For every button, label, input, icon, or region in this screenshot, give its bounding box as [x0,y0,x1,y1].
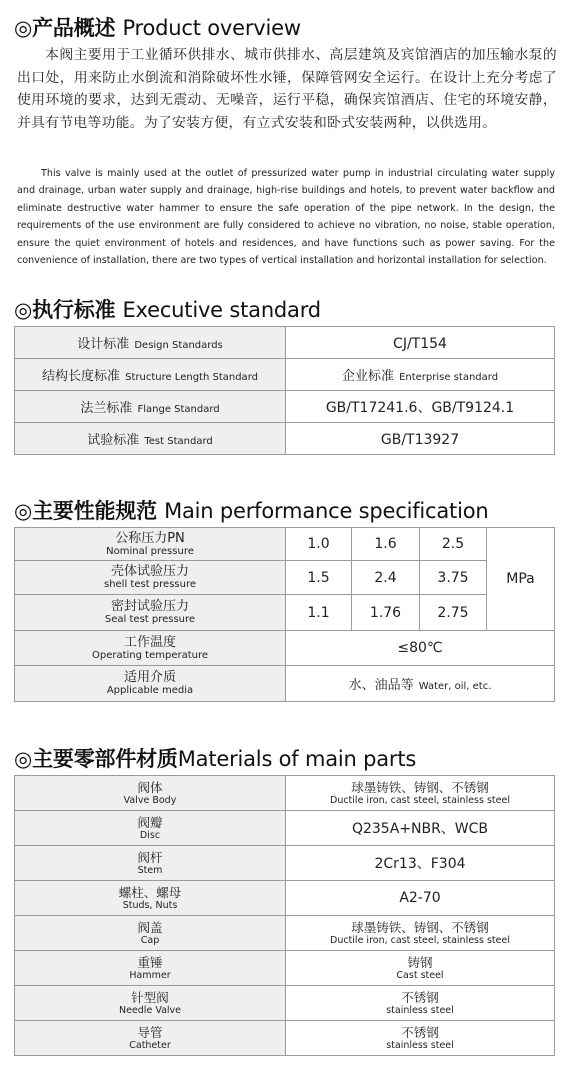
material-value [286,1021,555,1056]
material-part-zh: 螺柱、螺母 [118,884,182,900]
table-row [15,561,555,595]
performance-label-zh: 公称压力PN [115,530,185,546]
material-value: 2Cr13、F304 [286,846,555,881]
standard-value [286,391,555,423]
performance-label [15,666,286,702]
performance-label-zh: 适用介质 [123,670,176,685]
standard-value-text: 企业标准 [341,369,394,384]
table-row [15,666,555,702]
table-row [15,423,555,455]
material-part [15,916,286,951]
material-value-zh: 不锈钢 [401,1024,439,1040]
material-value-zh: 球墨铸铁、铸钢、不锈钢 [351,919,489,935]
performance-label-en: Operating temperature [91,649,209,661]
standard-value [286,423,555,455]
table-row [15,595,555,631]
table-row [15,951,555,986]
performance-value: 2.4 [352,561,420,595]
materials-table [14,775,555,1056]
performance-label-zh: 密封试验压力 [110,599,189,614]
circle-bullet-icon: ◎ [14,298,33,322]
performance-title-en: Main performance specification [164,499,489,523]
table-row [15,986,555,1021]
table-row [15,631,555,666]
material-value-zh: 铸钢 [407,954,433,970]
performance-table [14,527,555,702]
overview-title-zh: 产品概述 [32,16,116,40]
material-part-en: Hammer [129,969,171,981]
table-row [15,846,555,881]
performance-value: 1.1 [286,595,352,631]
material-value [286,951,555,986]
material-value-en: stainless steel [386,1004,454,1016]
standard-value-text: GB/T17241.6、GB/T9124.1 [325,399,515,416]
media-value [286,666,555,702]
table-row [15,776,555,811]
performance-label [15,631,286,666]
performance-label [15,595,286,631]
material-value: Q235A+NBR、WCB [286,811,555,846]
material-value-zh: 不锈钢 [401,989,439,1005]
unit-cell: MPa [487,528,555,631]
performance-label-en: shell test pressure [103,579,196,590]
table-row [15,881,555,916]
material-part-zh: 导管 [137,1024,163,1040]
standard-label-zh: 结构长度标准 [42,369,121,384]
standard-title-en: Executive standard [122,298,321,322]
material-part [15,846,286,881]
table-row [15,811,555,846]
overview-text-zh: 本阀主要用于工业循环供排水、城市供排水、高层建筑及宾馆酒店的加压输水泵的出口处，用来防止水倒流和消除破坏性水锤，保障管网安全运行。在设计上充分考虑了使用环境的要求，达到无震动、无噪音，运行平稳，确保宾馆酒店、住宅的环境安静，并具有节电等功能。为了安装方便，有立式安装和卧式安装两种，以供选用。 [17,47,557,131]
material-part-en: Studs, Nuts [122,899,178,911]
performance-label-en: Nominal pressure [106,545,194,557]
standard-value-text: CJ/T154 [393,336,447,352]
table-row [15,528,555,561]
material-part [15,811,286,846]
standard-title-zh: 执行标准 [32,298,116,322]
circle-bullet-icon: ◎ [14,747,33,771]
material-part-en: Cap [140,934,160,946]
media-value-zh: 水、油品等 [348,678,414,693]
performance-title-zh: 主要性能规范 [32,499,157,523]
material-part-zh: 阀体 [137,779,163,795]
table-row [15,916,555,951]
material-value [286,986,555,1021]
standard-label [15,391,286,423]
table-row [15,327,555,359]
material-part-zh: 重锤 [137,954,163,970]
material-value-en: Ductile iron, cast steel, stainless steel [330,794,510,806]
standard-label [15,359,286,391]
material-part [15,881,286,916]
performance-label-zh: 壳体试验压力 [110,564,189,579]
standard-label-zh: 法兰标准 [80,401,133,416]
standard-value [286,359,555,391]
standard-label-en: Test Standard [144,436,213,447]
standard-label-zh: 设计标准 [77,337,130,352]
material-part-en: Valve Body [123,794,177,806]
materials-title-zh: 主要零部件材质 [32,747,178,771]
performance-label-zh: 工作温度 [123,634,176,650]
performance-label [15,528,286,561]
circle-bullet-icon: ◎ [14,16,33,40]
standard-title [14,294,321,324]
standard-value-text: GB/T13927 [380,432,460,448]
material-part [15,1021,286,1056]
performance-value: 1.76 [352,595,420,631]
table-row [15,359,555,391]
performance-value: 3.75 [420,561,487,595]
material-value [286,776,555,811]
standard-label [15,327,286,359]
material-value [286,916,555,951]
material-part [15,986,286,1021]
material-value-en: stainless steel [386,1039,454,1051]
standard-table [14,326,555,455]
standard-label-en: Structure Length Standard [125,372,258,383]
overview-title [14,12,301,42]
standard-label-en: Design Standards [134,340,223,351]
temperature-value: ≤80℃ [286,631,555,666]
materials-title [14,743,416,773]
performance-label-en: Seal test pressure [104,614,196,625]
overview-title-en: Product overview [122,16,301,40]
performance-value: 1.6 [352,528,420,561]
material-value: A2-70 [286,881,555,916]
standard-value [286,327,555,359]
media-value-en: Water, oil, etc. [418,681,492,692]
table-row [15,391,555,423]
circle-bullet-icon: ◎ [14,499,33,523]
material-part-zh: 阀盖 [137,919,163,935]
standard-value-en: Enterprise standard [399,372,499,383]
material-part-en: Disc [139,829,161,841]
material-value-en: Cast steel [396,969,444,981]
material-value-zh: 球墨铸铁、铸钢、不锈钢 [351,779,489,795]
material-part [15,951,286,986]
performance-value: 2.5 [420,528,487,561]
standard-label [15,423,286,455]
material-part [15,776,286,811]
performance-label [15,561,286,595]
material-part-en: Needle Valve [118,1004,182,1016]
performance-title [14,495,488,525]
material-part-zh: 阀瓣 [137,814,163,830]
material-part-en: Catheter [129,1039,171,1051]
material-part-en: Stem [137,864,163,876]
table-row [15,1021,555,1056]
materials-title-en: Materials of main parts [177,747,417,771]
performance-value: 1.5 [286,561,352,595]
standard-label-en: Flange Standard [137,404,220,415]
material-part-zh: 针型阀 [131,989,169,1005]
material-part-zh: 阀杆 [137,849,163,865]
standard-label-zh: 试验标准 [87,433,140,448]
material-value-en: Ductile iron, cast steel, stainless steel [330,934,510,946]
overview-paragraph-en: This valve is mainly used at the outlet of pressurized water pump in industrial circulating water supply and drainage, urban water supply and drainage, high-rise buildings and hotels, to prevent water backflow and eliminate destructive water hammer to ensure the safe operation of the pipe network. In the design, the requirements of the use environment are fully considered to achieve no vibration, no noise, stable operation, ensure the quiet environment of hotels and residences, and have functions such as power saving. For the convenience of installation, there are two types of vertical installation and horizontal installation for selection. [17,168,555,267]
overview-paragraph-zh [17,44,557,134]
performance-label-en: Applicable media [106,685,194,696]
performance-value: 1.0 [286,528,352,561]
performance-value: 2.75 [420,595,487,631]
